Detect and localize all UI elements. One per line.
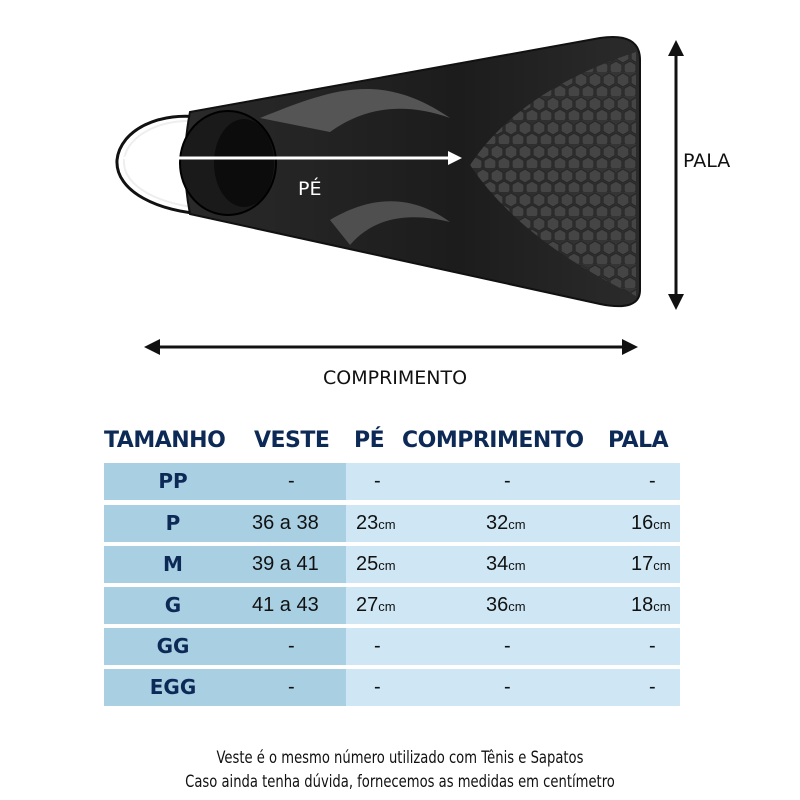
unit-label: cm <box>653 558 671 573</box>
foot-value: 25 <box>356 553 379 575</box>
blade-cell: - <box>649 635 656 657</box>
blade-value: 18 <box>631 594 654 616</box>
vest-cell: 41 a 43 <box>252 594 319 616</box>
unit-label: cm <box>653 517 671 532</box>
foot-label: PÉ <box>298 178 322 200</box>
blade-cell: - <box>649 676 656 698</box>
blade-cell: - <box>649 470 656 492</box>
vest-cell: - <box>288 470 295 492</box>
length-value: 34 <box>486 553 509 575</box>
table-row <box>104 587 680 624</box>
unit-label: cm <box>653 599 671 614</box>
unit-label: cm <box>508 558 526 573</box>
vest-cell: - <box>288 676 295 698</box>
table-row <box>104 505 680 542</box>
header-vest: VESTE <box>254 428 330 453</box>
foot-value: 23 <box>356 512 379 534</box>
vest-cell: - <box>288 635 295 657</box>
table-row <box>104 669 680 706</box>
foot-cell: - <box>374 470 381 492</box>
size-cell: GG <box>156 634 190 658</box>
size-cell: PP <box>158 469 188 493</box>
foot-pocket-inner <box>214 119 274 207</box>
vest-cell: 36 a 38 <box>252 512 319 534</box>
foot-cell: - <box>374 676 381 698</box>
table-row <box>104 546 680 583</box>
length-label: COMPRIMENTO <box>323 367 468 389</box>
size-cell: EGG <box>149 675 197 699</box>
unit-label: cm <box>378 558 396 573</box>
foot-cell: - <box>374 635 381 657</box>
note-line-1: Veste é o mesmo número utilizado com Tênis e Sapatos <box>216 748 584 768</box>
length-value: 32 <box>486 512 509 534</box>
table-row <box>104 463 680 500</box>
unit-label: cm <box>378 517 396 532</box>
blade-label: PALA <box>683 150 731 172</box>
unit-label: cm <box>508 517 526 532</box>
note-line-2: Caso ainda tenha dúvida, fornecemos as medidas em centímetro <box>185 772 615 792</box>
size-cell: P <box>165 511 181 535</box>
unit-label: cm <box>508 599 526 614</box>
header-length: COMPRIMENTO <box>402 428 584 453</box>
header-blade: PALA <box>608 428 669 453</box>
length-cell: - <box>504 676 511 698</box>
size-cell: M <box>163 552 183 576</box>
size-cell: G <box>164 593 182 617</box>
blade-value: 17 <box>631 553 654 575</box>
table-row <box>104 628 680 665</box>
unit-label: cm <box>378 599 396 614</box>
length-cell: - <box>504 470 511 492</box>
length-cell: - <box>504 635 511 657</box>
header-size: TAMANHO <box>104 428 226 453</box>
blade-value: 16 <box>631 512 654 534</box>
vest-cell: 39 a 41 <box>252 553 319 575</box>
header-foot: PÉ <box>354 428 385 453</box>
length-value: 36 <box>486 594 509 616</box>
foot-value: 27 <box>356 594 379 616</box>
